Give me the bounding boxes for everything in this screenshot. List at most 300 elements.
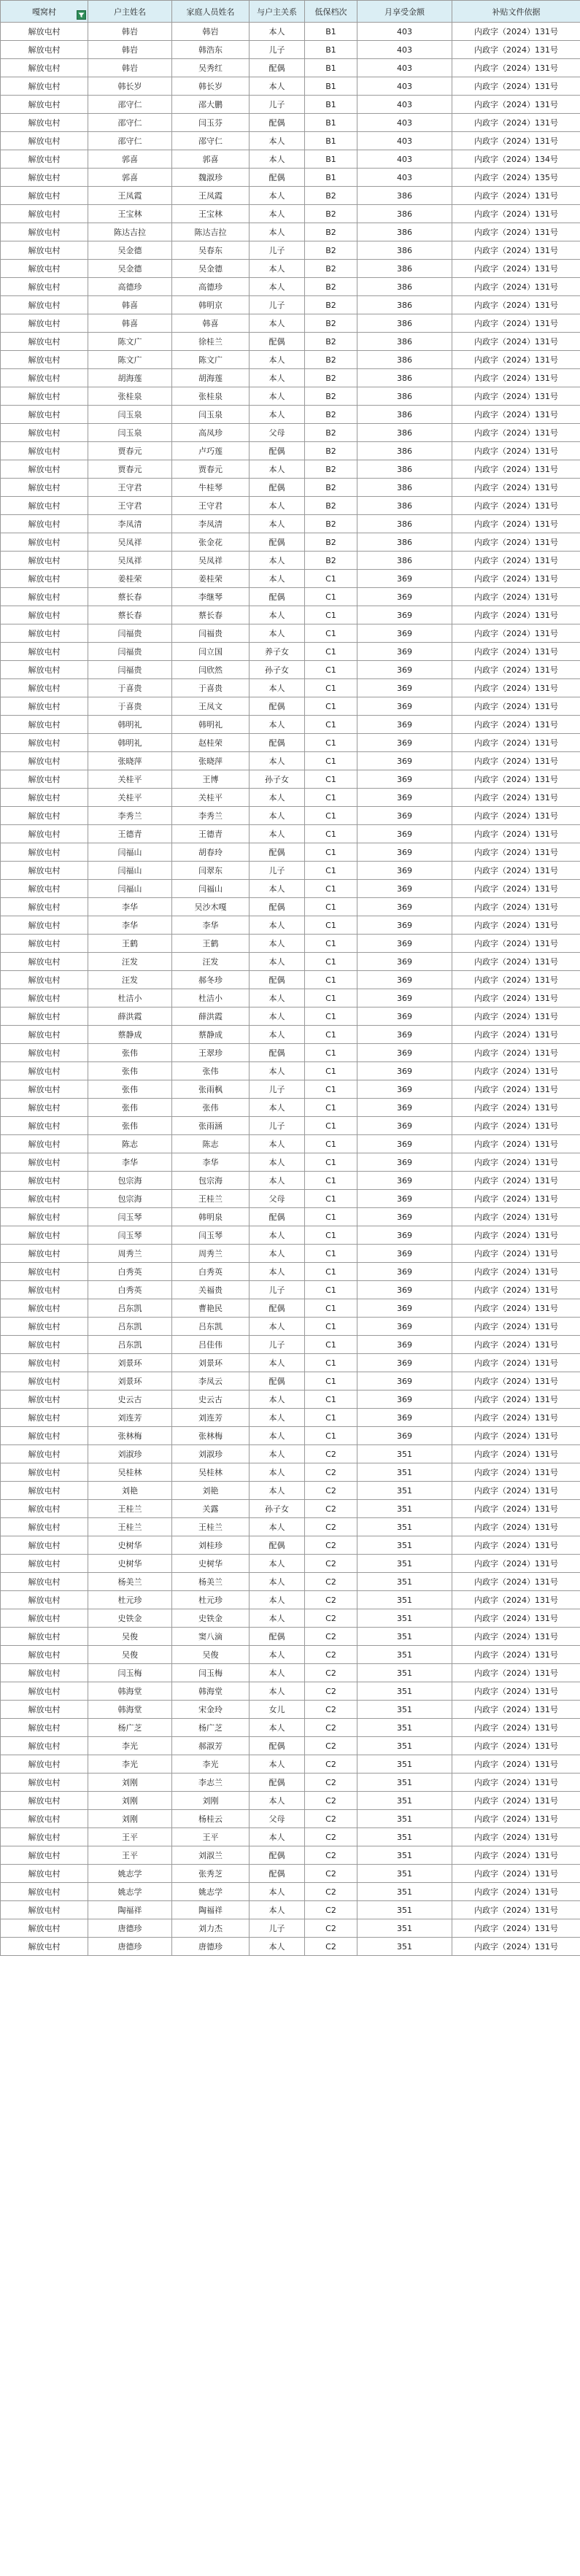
cell-policy-basis[interactable]: 内政字（2024）131号 [452, 1865, 580, 1883]
cell-monthly-amount[interactable]: 369 [357, 643, 452, 661]
cell-village[interactable]: 解放屯村 [1, 1336, 88, 1354]
cell-village[interactable]: 解放屯村 [1, 150, 88, 169]
cell-tier[interactable]: B2 [305, 406, 357, 424]
cell-household-head[interactable]: 刘淑珍 [88, 1445, 172, 1463]
cell-tier[interactable]: B2 [305, 205, 357, 223]
cell-relation[interactable]: 本人 [250, 1153, 305, 1172]
cell-policy-basis[interactable]: 内政字（2024）131号 [452, 333, 580, 351]
cell-policy-basis[interactable]: 内政字（2024）131号 [452, 187, 580, 205]
cell-village[interactable]: 解放屯村 [1, 1080, 88, 1099]
cell-village[interactable]: 解放屯村 [1, 953, 88, 971]
cell-member-name[interactable]: 张金花 [172, 533, 250, 552]
cell-member-name[interactable]: 曹艳民 [172, 1299, 250, 1318]
cell-tier[interactable]: C1 [305, 770, 357, 789]
cell-village[interactable]: 解放屯村 [1, 1792, 88, 1810]
cell-household-head[interactable]: 王守君 [88, 479, 172, 497]
cell-village[interactable]: 解放屯村 [1, 1409, 88, 1427]
cell-policy-basis[interactable]: 内政字（2024）131号 [452, 1026, 580, 1044]
cell-member-name[interactable]: 陈文广 [172, 351, 250, 369]
cell-tier[interactable]: C1 [305, 862, 357, 880]
cell-village[interactable]: 解放屯村 [1, 1007, 88, 1026]
cell-relation[interactable]: 配偶 [250, 479, 305, 497]
cell-household-head[interactable]: 韩海堂 [88, 1701, 172, 1719]
cell-tier[interactable]: C1 [305, 1354, 357, 1372]
cell-monthly-amount[interactable]: 351 [357, 1938, 452, 1956]
cell-relation[interactable]: 儿子 [250, 96, 305, 114]
cell-village[interactable]: 解放屯村 [1, 1609, 88, 1628]
cell-tier[interactable]: B2 [305, 314, 357, 333]
cell-member-name[interactable]: 陶福祥 [172, 1901, 250, 1919]
cell-policy-basis[interactable]: 内政字（2024）131号 [452, 661, 580, 679]
cell-village[interactable]: 解放屯村 [1, 77, 88, 96]
cell-relation[interactable]: 本人 [250, 1646, 305, 1664]
cell-relation[interactable]: 父母 [250, 1190, 305, 1208]
cell-household-head[interactable]: 吕东凯 [88, 1299, 172, 1318]
cell-relation[interactable]: 儿子 [250, 1080, 305, 1099]
cell-monthly-amount[interactable]: 351 [357, 1883, 452, 1901]
cell-member-name[interactable]: 姚志学 [172, 1883, 250, 1901]
cell-monthly-amount[interactable]: 386 [357, 424, 452, 442]
cell-village[interactable]: 解放屯村 [1, 1664, 88, 1682]
cell-tier[interactable]: C2 [305, 1609, 357, 1628]
cell-member-name[interactable]: 魏淑珍 [172, 169, 250, 187]
cell-village[interactable]: 解放屯村 [1, 1062, 88, 1080]
cell-relation[interactable]: 配偶 [250, 1628, 305, 1646]
cell-household-head[interactable]: 韩喜 [88, 296, 172, 314]
cell-member-name[interactable]: 王桂兰 [172, 1190, 250, 1208]
cell-policy-basis[interactable]: 内政字（2024）131号 [452, 223, 580, 241]
cell-tier[interactable]: C1 [305, 807, 357, 825]
cell-member-name[interactable]: 王翠珍 [172, 1044, 250, 1062]
cell-policy-basis[interactable]: 内政字（2024）131号 [452, 1536, 580, 1555]
cell-member-name[interactable]: 李华 [172, 916, 250, 935]
cell-village[interactable]: 解放屯村 [1, 624, 88, 643]
cell-tier[interactable]: C1 [305, 916, 357, 935]
cell-relation[interactable]: 女儿 [250, 1701, 305, 1719]
cell-tier[interactable]: C1 [305, 1026, 357, 1044]
cell-household-head[interactable]: 张伟 [88, 1117, 172, 1135]
cell-village[interactable]: 解放屯村 [1, 697, 88, 716]
cell-relation[interactable]: 父母 [250, 1810, 305, 1828]
cell-tier[interactable]: C2 [305, 1774, 357, 1792]
cell-village[interactable]: 解放屯村 [1, 41, 88, 59]
cell-relation[interactable]: 本人 [250, 1226, 305, 1245]
cell-relation[interactable]: 本人 [250, 406, 305, 424]
cell-monthly-amount[interactable]: 386 [357, 460, 452, 479]
cell-policy-basis[interactable]: 内政字（2024）131号 [452, 935, 580, 953]
cell-village[interactable]: 解放屯村 [1, 187, 88, 205]
cell-village[interactable]: 解放屯村 [1, 1044, 88, 1062]
cell-village[interactable]: 解放屯村 [1, 752, 88, 770]
cell-household-head[interactable]: 史树华 [88, 1536, 172, 1555]
cell-household-head[interactable]: 韩喜 [88, 314, 172, 333]
cell-member-name[interactable]: 王平 [172, 1828, 250, 1846]
cell-monthly-amount[interactable]: 369 [357, 1135, 452, 1153]
cell-monthly-amount[interactable]: 369 [357, 880, 452, 898]
cell-village[interactable]: 解放屯村 [1, 1391, 88, 1409]
cell-monthly-amount[interactable]: 369 [357, 734, 452, 752]
cell-member-name[interactable]: 白秀英 [172, 1263, 250, 1281]
cell-household-head[interactable]: 闫福贵 [88, 661, 172, 679]
cell-monthly-amount[interactable]: 386 [357, 369, 452, 387]
cell-monthly-amount[interactable]: 386 [357, 442, 452, 460]
cell-policy-basis[interactable]: 内政字（2024）131号 [452, 479, 580, 497]
cell-relation[interactable]: 本人 [250, 825, 305, 843]
cell-policy-basis[interactable]: 内政字（2024）131号 [452, 1719, 580, 1737]
cell-monthly-amount[interactable]: 386 [357, 187, 452, 205]
cell-relation[interactable]: 配偶 [250, 1865, 305, 1883]
cell-member-name[interactable]: 刘艳 [172, 1482, 250, 1500]
cell-household-head[interactable]: 闫福山 [88, 862, 172, 880]
cell-member-name[interactable]: 张林梅 [172, 1427, 250, 1445]
cell-monthly-amount[interactable]: 351 [357, 1628, 452, 1646]
cell-member-name[interactable]: 张雨枫 [172, 1080, 250, 1099]
cell-monthly-amount[interactable]: 386 [357, 296, 452, 314]
cell-monthly-amount[interactable]: 386 [357, 223, 452, 241]
cell-tier[interactable]: C1 [305, 1062, 357, 1080]
cell-household-head[interactable]: 李光 [88, 1737, 172, 1755]
cell-household-head[interactable]: 韩明礼 [88, 734, 172, 752]
cell-tier[interactable]: C2 [305, 1846, 357, 1865]
cell-village[interactable]: 解放屯村 [1, 1591, 88, 1609]
cell-monthly-amount[interactable]: 386 [357, 552, 452, 570]
cell-relation[interactable]: 配偶 [250, 1299, 305, 1318]
cell-tier[interactable]: C1 [305, 880, 357, 898]
cell-policy-basis[interactable]: 内政字（2024）131号 [452, 552, 580, 570]
cell-policy-basis[interactable]: 内政字（2024）131号 [452, 314, 580, 333]
cell-household-head[interactable]: 王桂兰 [88, 1500, 172, 1518]
cell-household-head[interactable]: 郭喜 [88, 169, 172, 187]
cell-household-head[interactable]: 蔡长春 [88, 588, 172, 606]
cell-relation[interactable]: 配偶 [250, 114, 305, 132]
cell-policy-basis[interactable]: 内政字（2024）131号 [452, 1609, 580, 1628]
cell-monthly-amount[interactable]: 403 [357, 132, 452, 150]
cell-tier[interactable]: B2 [305, 387, 357, 406]
cell-policy-basis[interactable]: 内政字（2024）131号 [452, 1682, 580, 1701]
cell-household-head[interactable]: 关桂平 [88, 789, 172, 807]
cell-policy-basis[interactable]: 内政字（2024）131号 [452, 1281, 580, 1299]
cell-tier[interactable]: C1 [305, 825, 357, 843]
cell-tier[interactable]: C2 [305, 1536, 357, 1555]
cell-tier[interactable]: C1 [305, 1190, 357, 1208]
cell-relation[interactable]: 本人 [250, 1062, 305, 1080]
cell-household-head[interactable]: 蔡静成 [88, 1026, 172, 1044]
filter-dropdown-icon[interactable] [77, 10, 86, 20]
cell-village[interactable]: 解放屯村 [1, 515, 88, 533]
cell-monthly-amount[interactable]: 403 [357, 77, 452, 96]
cell-member-name[interactable]: 李志兰 [172, 1774, 250, 1792]
cell-member-name[interactable]: 王博 [172, 770, 250, 789]
cell-household-head[interactable]: 于喜贵 [88, 679, 172, 697]
cell-tier[interactable]: C1 [305, 1281, 357, 1299]
cell-relation[interactable]: 配偶 [250, 971, 305, 989]
cell-household-head[interactable]: 史铁金 [88, 1609, 172, 1628]
cell-monthly-amount[interactable]: 369 [357, 1281, 452, 1299]
cell-village[interactable]: 解放屯村 [1, 23, 88, 41]
cell-policy-basis[interactable]: 内政字（2024）131号 [452, 205, 580, 223]
cell-village[interactable]: 解放屯村 [1, 1482, 88, 1500]
cell-policy-basis[interactable]: 内政字（2024）131号 [452, 624, 580, 643]
cell-tier[interactable]: C1 [305, 1336, 357, 1354]
cell-village[interactable]: 解放屯村 [1, 1026, 88, 1044]
cell-tier[interactable]: B1 [305, 23, 357, 41]
cell-member-name[interactable]: 刘淑珍 [172, 1445, 250, 1463]
cell-relation[interactable]: 本人 [250, 1463, 305, 1482]
cell-policy-basis[interactable]: 内政字（2024）131号 [452, 916, 580, 935]
cell-tier[interactable]: C1 [305, 1099, 357, 1117]
cell-monthly-amount[interactable]: 403 [357, 114, 452, 132]
cell-tier[interactable]: B2 [305, 187, 357, 205]
cell-member-name[interactable]: 韩明泉 [172, 1208, 250, 1226]
cell-monthly-amount[interactable]: 386 [357, 479, 452, 497]
cell-village[interactable]: 解放屯村 [1, 1828, 88, 1846]
cell-village[interactable]: 解放屯村 [1, 424, 88, 442]
cell-member-name[interactable]: 王凤霞 [172, 187, 250, 205]
cell-tier[interactable]: B2 [305, 333, 357, 351]
cell-tier[interactable]: C2 [305, 1482, 357, 1500]
cell-tier[interactable]: C2 [305, 1628, 357, 1646]
cell-member-name[interactable]: 韩明礼 [172, 716, 250, 734]
cell-household-head[interactable]: 吕东凯 [88, 1318, 172, 1336]
cell-relation[interactable]: 配偶 [250, 333, 305, 351]
cell-monthly-amount[interactable]: 369 [357, 1080, 452, 1099]
cell-monthly-amount[interactable]: 369 [357, 807, 452, 825]
cell-tier[interactable]: B2 [305, 552, 357, 570]
cell-village[interactable]: 解放屯村 [1, 1245, 88, 1263]
cell-village[interactable]: 解放屯村 [1, 278, 88, 296]
cell-village[interactable]: 解放屯村 [1, 789, 88, 807]
cell-village[interactable]: 解放屯村 [1, 734, 88, 752]
cell-village[interactable]: 解放屯村 [1, 1737, 88, 1755]
cell-policy-basis[interactable]: 内政字（2024）131号 [452, 23, 580, 41]
cell-monthly-amount[interactable]: 386 [357, 387, 452, 406]
cell-member-name[interactable]: 郝冬珍 [172, 971, 250, 989]
cell-monthly-amount[interactable]: 369 [357, 1427, 452, 1445]
cell-village[interactable]: 解放屯村 [1, 1135, 88, 1153]
cell-member-name[interactable]: 胡海莲 [172, 369, 250, 387]
cell-household-head[interactable]: 王平 [88, 1828, 172, 1846]
cell-policy-basis[interactable]: 内政字（2024）131号 [452, 1919, 580, 1938]
cell-relation[interactable]: 本人 [250, 150, 305, 169]
cell-village[interactable]: 解放屯村 [1, 1226, 88, 1245]
cell-household-head[interactable]: 刘艳 [88, 1482, 172, 1500]
cell-member-name[interactable]: 史云古 [172, 1391, 250, 1409]
cell-member-name[interactable]: 杨桂云 [172, 1810, 250, 1828]
cell-household-head[interactable]: 王桂兰 [88, 1518, 172, 1536]
cell-policy-basis[interactable]: 内政字（2024）131号 [452, 96, 580, 114]
cell-member-name[interactable]: 张雨涵 [172, 1117, 250, 1135]
cell-tier[interactable]: C1 [305, 1080, 357, 1099]
cell-tier[interactable]: B2 [305, 278, 357, 296]
cell-tier[interactable]: B2 [305, 515, 357, 533]
cell-village[interactable]: 解放屯村 [1, 241, 88, 260]
cell-monthly-amount[interactable]: 369 [357, 862, 452, 880]
cell-tier[interactable]: B1 [305, 114, 357, 132]
cell-household-head[interactable]: 于喜贵 [88, 697, 172, 716]
cell-policy-basis[interactable]: 内政字（2024）131号 [452, 1372, 580, 1391]
cell-village[interactable]: 解放屯村 [1, 1445, 88, 1463]
cell-household-head[interactable]: 邵守仁 [88, 114, 172, 132]
cell-relation[interactable]: 儿子 [250, 1336, 305, 1354]
cell-relation[interactable]: 本人 [250, 1682, 305, 1701]
cell-tier[interactable]: C2 [305, 1719, 357, 1737]
cell-monthly-amount[interactable]: 386 [357, 351, 452, 369]
cell-village[interactable]: 解放屯村 [1, 1190, 88, 1208]
cell-relation[interactable]: 配偶 [250, 1208, 305, 1226]
cell-tier[interactable]: C2 [305, 1518, 357, 1536]
cell-village[interactable]: 解放屯村 [1, 1463, 88, 1482]
cell-relation[interactable]: 本人 [250, 789, 305, 807]
cell-village[interactable]: 解放屯村 [1, 898, 88, 916]
cell-household-head[interactable]: 吴金德 [88, 260, 172, 278]
cell-policy-basis[interactable]: 内政字（2024）131号 [452, 1336, 580, 1354]
cell-household-head[interactable]: 李光 [88, 1755, 172, 1774]
cell-policy-basis[interactable]: 内政字（2024）131号 [452, 1007, 580, 1026]
cell-village[interactable]: 解放屯村 [1, 1427, 88, 1445]
cell-relation[interactable]: 本人 [250, 314, 305, 333]
cell-policy-basis[interactable]: 内政字（2024）131号 [452, 424, 580, 442]
cell-household-head[interactable]: 邵守仁 [88, 132, 172, 150]
cell-household-head[interactable]: 姜桂荣 [88, 570, 172, 588]
column-header-village[interactable] [1, 1, 88, 23]
cell-village[interactable]: 解放屯村 [1, 59, 88, 77]
cell-policy-basis[interactable]: 内政字（2024）131号 [452, 1099, 580, 1117]
cell-tier[interactable]: C1 [305, 1172, 357, 1190]
cell-monthly-amount[interactable]: 369 [357, 1263, 452, 1281]
cell-member-name[interactable]: 史树华 [172, 1555, 250, 1573]
cell-household-head[interactable]: 闫福贵 [88, 624, 172, 643]
cell-village[interactable]: 解放屯村 [1, 716, 88, 734]
cell-relation[interactable]: 本人 [250, 953, 305, 971]
cell-village[interactable]: 解放屯村 [1, 205, 88, 223]
cell-member-name[interactable]: 高凤珍 [172, 424, 250, 442]
cell-household-head[interactable]: 杨美兰 [88, 1573, 172, 1591]
cell-monthly-amount[interactable]: 369 [357, 789, 452, 807]
cell-relation[interactable]: 父母 [250, 424, 305, 442]
cell-monthly-amount[interactable]: 369 [357, 716, 452, 734]
cell-member-name[interactable]: 闫立国 [172, 643, 250, 661]
cell-policy-basis[interactable]: 内政字（2024）131号 [452, 1263, 580, 1281]
cell-tier[interactable]: C2 [305, 1755, 357, 1774]
cell-village[interactable]: 解放屯村 [1, 1628, 88, 1646]
cell-policy-basis[interactable]: 内政字（2024）131号 [452, 1828, 580, 1846]
cell-relation[interactable]: 配偶 [250, 59, 305, 77]
cell-member-name[interactable]: 杨广芝 [172, 1719, 250, 1737]
cell-relation[interactable]: 本人 [250, 1792, 305, 1810]
cell-tier[interactable]: B2 [305, 479, 357, 497]
cell-village[interactable]: 解放屯村 [1, 260, 88, 278]
cell-member-name[interactable]: 闫福贵 [172, 624, 250, 643]
cell-village[interactable]: 解放屯村 [1, 825, 88, 843]
cell-member-name[interactable]: 卢巧莲 [172, 442, 250, 460]
cell-monthly-amount[interactable]: 403 [357, 23, 452, 41]
cell-relation[interactable]: 本人 [250, 1445, 305, 1463]
cell-tier[interactable]: C2 [305, 1573, 357, 1591]
cell-household-head[interactable]: 汪发 [88, 953, 172, 971]
cell-member-name[interactable]: 蔡长春 [172, 606, 250, 624]
cell-household-head[interactable]: 唐德珍 [88, 1938, 172, 1956]
cell-member-name[interactable]: 闫玉泉 [172, 406, 250, 424]
cell-policy-basis[interactable]: 内政字（2024）131号 [452, 789, 580, 807]
cell-village[interactable]: 解放屯村 [1, 1281, 88, 1299]
cell-household-head[interactable]: 陈志 [88, 1135, 172, 1153]
cell-household-head[interactable]: 刘连芳 [88, 1409, 172, 1427]
cell-monthly-amount[interactable]: 351 [357, 1828, 452, 1846]
cell-household-head[interactable]: 杨广芝 [88, 1719, 172, 1737]
cell-relation[interactable]: 儿子 [250, 1281, 305, 1299]
cell-relation[interactable]: 本人 [250, 497, 305, 515]
cell-relation[interactable]: 本人 [250, 1318, 305, 1336]
cell-tier[interactable]: C1 [305, 716, 357, 734]
cell-household-head[interactable]: 吴金德 [88, 241, 172, 260]
cell-tier[interactable]: C1 [305, 1409, 357, 1427]
cell-policy-basis[interactable]: 内政字（2024）131号 [452, 716, 580, 734]
cell-tier[interactable]: B2 [305, 296, 357, 314]
cell-policy-basis[interactable]: 内政字（2024）134号 [452, 150, 580, 169]
cell-village[interactable]: 解放屯村 [1, 387, 88, 406]
cell-monthly-amount[interactable]: 351 [357, 1555, 452, 1573]
cell-monthly-amount[interactable]: 351 [357, 1573, 452, 1591]
cell-relation[interactable]: 本人 [250, 205, 305, 223]
cell-village[interactable]: 解放屯村 [1, 1117, 88, 1135]
cell-household-head[interactable]: 李华 [88, 898, 172, 916]
cell-tier[interactable]: C1 [305, 588, 357, 606]
cell-member-name[interactable]: 刘淑兰 [172, 1846, 250, 1865]
cell-member-name[interactable]: 李光 [172, 1755, 250, 1774]
cell-member-name[interactable]: 王守君 [172, 497, 250, 515]
cell-member-name[interactable]: 蔡静成 [172, 1026, 250, 1044]
cell-relation[interactable]: 配偶 [250, 1044, 305, 1062]
cell-household-head[interactable]: 邵守仁 [88, 96, 172, 114]
cell-policy-basis[interactable]: 内政字（2024）131号 [452, 497, 580, 515]
cell-relation[interactable]: 配偶 [250, 588, 305, 606]
cell-policy-basis[interactable]: 内政字（2024）131号 [452, 770, 580, 789]
cell-relation[interactable]: 本人 [250, 1409, 305, 1427]
cell-relation[interactable]: 儿子 [250, 862, 305, 880]
cell-member-name[interactable]: 姜桂荣 [172, 570, 250, 588]
cell-policy-basis[interactable]: 内政字（2024）131号 [452, 59, 580, 77]
cell-monthly-amount[interactable]: 351 [357, 1774, 452, 1792]
cell-village[interactable]: 解放屯村 [1, 1573, 88, 1591]
cell-policy-basis[interactable]: 内政字（2024）131号 [452, 1482, 580, 1500]
cell-tier[interactable]: C1 [305, 752, 357, 770]
cell-member-name[interactable]: 闫欣然 [172, 661, 250, 679]
cell-relation[interactable]: 本人 [250, 260, 305, 278]
cell-household-head[interactable]: 胡海莲 [88, 369, 172, 387]
cell-monthly-amount[interactable]: 403 [357, 150, 452, 169]
cell-policy-basis[interactable]: 内政字（2024）131号 [452, 1062, 580, 1080]
cell-relation[interactable]: 本人 [250, 1099, 305, 1117]
cell-relation[interactable]: 本人 [250, 624, 305, 643]
cell-member-name[interactable]: 韩浩东 [172, 41, 250, 59]
cell-household-head[interactable]: 李秀兰 [88, 807, 172, 825]
cell-monthly-amount[interactable]: 369 [357, 1153, 452, 1172]
cell-village[interactable]: 解放屯村 [1, 1719, 88, 1737]
cell-member-name[interactable]: 窦八滴 [172, 1628, 250, 1646]
cell-tier[interactable]: B2 [305, 497, 357, 515]
cell-household-head[interactable]: 闫福山 [88, 843, 172, 862]
column-header-member-name[interactable] [172, 1, 250, 23]
cell-monthly-amount[interactable]: 386 [357, 278, 452, 296]
cell-household-head[interactable]: 闫玉泉 [88, 406, 172, 424]
cell-village[interactable]: 解放屯村 [1, 862, 88, 880]
cell-policy-basis[interactable]: 内政字（2024）131号 [452, 1409, 580, 1427]
cell-tier[interactable]: C1 [305, 1427, 357, 1445]
cell-relation[interactable]: 儿子 [250, 1117, 305, 1135]
cell-tier[interactable]: C2 [305, 1646, 357, 1664]
cell-relation[interactable]: 配偶 [250, 169, 305, 187]
cell-village[interactable]: 解放屯村 [1, 679, 88, 697]
